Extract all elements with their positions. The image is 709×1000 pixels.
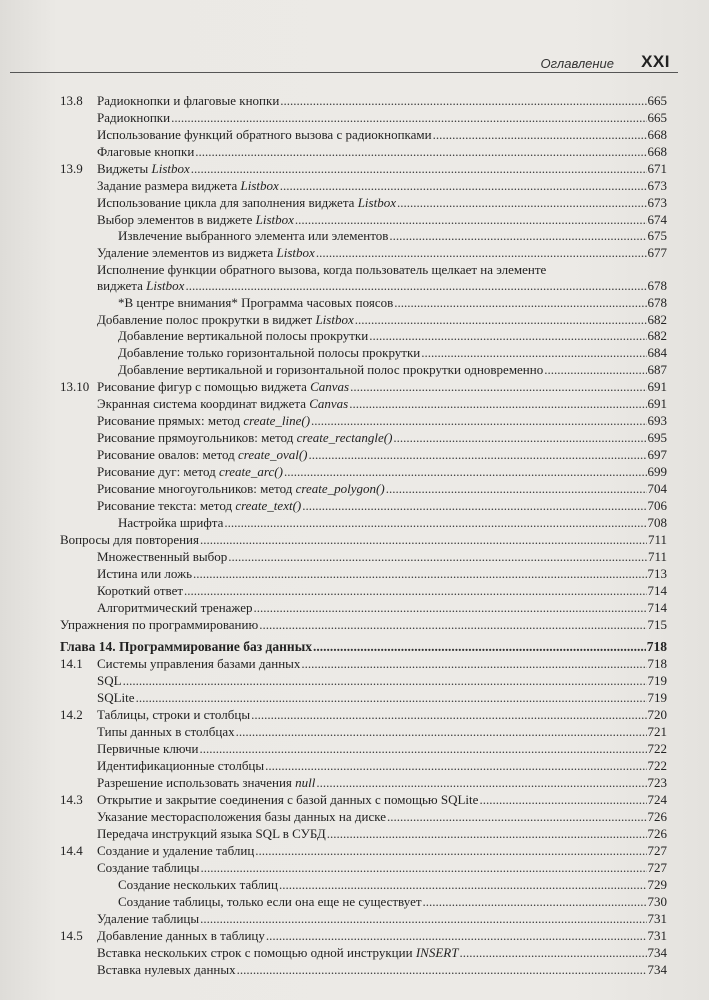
entry-page-number: 682: [647, 312, 667, 327]
toc-row: [0, 261, 709, 278]
leader-dots: [459, 944, 646, 961]
toc-row: [0, 859, 709, 876]
entry-page-number: 693: [647, 413, 667, 428]
toc-row: [0, 582, 709, 599]
section-number: 14.5: [60, 928, 83, 943]
entry-page-number: 678: [647, 295, 667, 310]
toc-row: [0, 395, 709, 412]
entry-page-number: 719: [647, 690, 667, 705]
entry-title: Создание нескольких таблиц: [118, 877, 278, 892]
toc-row: [0, 194, 709, 211]
toc-row: [0, 672, 709, 689]
toc-row: [0, 774, 709, 791]
leader-dots: [302, 497, 646, 514]
entry-title: Вставка нулевых данных: [97, 962, 236, 977]
leader-dots: [369, 327, 646, 344]
entry-title: SQL: [97, 673, 122, 688]
leader-dots: [259, 616, 646, 633]
leader-dots: [309, 446, 647, 463]
leader-dots: [200, 740, 647, 757]
entry-title: *В центре внимания* Программа часовых поясов: [118, 295, 394, 310]
leader-dots: [479, 791, 646, 808]
entry-page-number: 691: [647, 379, 667, 394]
toc-row: [0, 412, 709, 429]
section-number: 13.8: [60, 93, 83, 108]
entry-title: Истина или ложь: [97, 566, 192, 581]
leader-dots: [313, 638, 646, 655]
section-number: 13.10: [60, 379, 90, 394]
toc-row: [0, 92, 709, 109]
entry-page-number: 706: [647, 498, 667, 513]
toc-row: [0, 757, 709, 774]
section-number: 14.1: [60, 656, 83, 671]
entry-page-number: 673: [647, 178, 667, 193]
toc-row: [0, 599, 709, 616]
entry-title: SQLite: [97, 690, 135, 705]
entry-page-number: 708: [647, 515, 667, 530]
toc-row: [0, 497, 709, 514]
entry-title: Рисование прямоугольников: метод create_rectangle(): [97, 430, 393, 445]
entry-page-number: 731: [647, 928, 667, 943]
leader-dots: [544, 361, 646, 378]
entry-page-number: 673: [647, 195, 667, 210]
entry-page-number: 665: [647, 110, 667, 125]
toc-row: [0, 126, 709, 143]
entry-page-number: 668: [647, 144, 667, 159]
entry-title: Рисование прямых: метод create_line(): [97, 413, 311, 428]
entry-page-number: 734: [647, 962, 667, 977]
section-number: 13.9: [60, 161, 83, 176]
toc-row: [0, 689, 709, 706]
toc-row: [0, 143, 709, 160]
entry-page-number: 734: [647, 945, 667, 960]
leader-dots: [316, 244, 647, 261]
entry-title: Рисование фигур с помощью виджета Canvas: [97, 379, 350, 394]
entry-page-number: 711: [647, 549, 667, 564]
entry-title: Упражнения по программированию: [60, 617, 259, 632]
leader-dots: [123, 672, 647, 689]
entry-title: Указание месторасположения базы данных на диске: [97, 809, 386, 824]
toc-row: [0, 227, 709, 244]
toc-row: [0, 160, 709, 177]
toc-row: [0, 961, 709, 978]
entry-page-number: 722: [647, 758, 667, 773]
leader-dots: [301, 655, 646, 672]
leader-dots: [295, 211, 647, 228]
leader-dots: [421, 344, 646, 361]
toc-row: [0, 446, 709, 463]
leader-dots: [394, 294, 646, 311]
leader-dots: [433, 126, 647, 143]
entry-page-number: 727: [647, 843, 667, 858]
section-number: 14.3: [60, 792, 83, 807]
leader-dots: [266, 927, 647, 944]
toc-row: [0, 910, 709, 927]
entry-title: Добавление вертикальной полосы прокрутки: [118, 328, 369, 343]
leader-dots: [200, 910, 646, 927]
entry-title: Вопросы для повторения: [60, 532, 199, 547]
toc-row: [0, 893, 709, 910]
entry-page-number: 727: [647, 860, 667, 875]
entry-title: Виджеты Listbox: [97, 161, 190, 176]
toc-row: [0, 361, 709, 378]
toc-row: [0, 344, 709, 361]
toc-row: [0, 944, 709, 961]
entry-page-number: 729: [647, 877, 667, 892]
leader-dots: [237, 961, 647, 978]
leader-dots: [236, 723, 647, 740]
entry-page-number: 674: [647, 212, 667, 227]
entry-page-number: 726: [647, 826, 667, 841]
entry-page-number: 723: [647, 775, 667, 790]
section-number: 14.2: [60, 707, 83, 722]
entry-title: Исполнение функции обратного вызова, когда пользователь щелкает на элементе: [97, 262, 547, 277]
leader-dots: [327, 825, 647, 842]
toc-row: [0, 429, 709, 446]
toc-row: [0, 927, 709, 944]
leader-dots: [350, 378, 646, 395]
section-number: 14.4: [60, 843, 83, 858]
entry-page-number: 671: [647, 161, 667, 176]
entry-title: Радиокнопки и флаговые кнопки: [97, 93, 280, 108]
entry-title: Настройка шрифта: [118, 515, 224, 530]
header-page-number: XXI: [641, 52, 670, 71]
leader-dots: [386, 480, 647, 497]
entry-page-number: 695: [647, 430, 667, 445]
entry-page-number: 726: [647, 809, 667, 824]
toc-row: [0, 211, 709, 228]
entry-page-number: 731: [647, 911, 667, 926]
entry-page-number: 704: [647, 481, 667, 496]
entry-page-number: 691: [647, 396, 667, 411]
entry-title: Множественный выбор: [97, 549, 228, 564]
entry-title: Выбор элементов в виджете Listbox: [97, 212, 294, 227]
entry-page-number: 668: [647, 127, 667, 142]
entry-title: Рисование текста: метод create_text(): [97, 498, 302, 513]
entry-page-number: 678: [647, 278, 667, 293]
leader-dots: [191, 160, 647, 177]
entry-title: Идентификационные столбцы: [97, 758, 265, 773]
leader-dots: [255, 842, 646, 859]
leader-dots: [423, 893, 647, 910]
toc-row: [0, 277, 709, 294]
toc-row: [0, 463, 709, 480]
entry-title: Удаление таблицы: [97, 911, 200, 926]
entry-title: Флаговые кнопки: [97, 144, 195, 159]
leader-dots: [185, 277, 646, 294]
entry-title: Добавление полос прокрутки в виджет Listbox: [97, 312, 354, 327]
entry-page-number: 684: [647, 345, 667, 360]
toc-row: [0, 311, 709, 328]
entry-title: Использование функций обратного вызова с радиокнопками: [97, 127, 432, 142]
leader-dots: [200, 531, 647, 548]
entry-page-number: 718: [647, 656, 667, 671]
entry-title: Системы управления базами данных: [97, 656, 301, 671]
entry-page-number: 697: [647, 447, 667, 462]
leader-dots: [254, 599, 647, 616]
leader-dots: [193, 565, 647, 582]
entry-page-number: 715: [647, 617, 667, 632]
toc-row: [0, 244, 709, 261]
leader-dots: [200, 859, 646, 876]
entry-page-number: 718: [646, 639, 667, 654]
entry-title: Создание таблицы, только если она еще не существует: [118, 894, 422, 909]
entry-title: Открытие и закрытие соединения с базой данных с помощью SQLite: [97, 792, 479, 807]
entry-title: Вставка нескольких строк с помощью одной инструкции INSERT: [97, 945, 459, 960]
entry-page-number: 730: [647, 894, 667, 909]
toc-row: [0, 327, 709, 344]
toc-row: [0, 480, 709, 497]
entry-title: Передача инструкций языка SQL в СУБД: [97, 826, 326, 841]
entry-page-number: 677: [647, 245, 667, 260]
toc-row: [0, 655, 709, 672]
leader-dots: [171, 109, 646, 126]
entry-page-number: 675: [647, 228, 667, 243]
leader-dots: [228, 548, 647, 565]
entry-page-number: 713: [647, 566, 667, 581]
toc-row: [0, 808, 709, 825]
entry-page-number: 665: [647, 93, 667, 108]
leader-dots: [279, 876, 647, 893]
leader-dots: [251, 706, 646, 723]
entry-title: Рисование дуг: метод create_arc(): [97, 464, 283, 479]
entry-title: Добавление данных в таблицу: [97, 928, 265, 943]
entry-title: виджета Listbox: [97, 278, 185, 293]
toc-row: [0, 294, 709, 311]
toc-row: [0, 531, 709, 548]
leader-dots: [265, 757, 646, 774]
toc-row: [0, 791, 709, 808]
toc-row: [0, 177, 709, 194]
entry-title: Глава 14. Программирование баз данных: [60, 639, 312, 654]
toc-row: [0, 706, 709, 723]
entry-title: Радиокнопки: [97, 110, 171, 125]
toc-row: [0, 876, 709, 893]
entry-title: Создание таблицы: [97, 860, 200, 875]
leader-dots: [136, 689, 647, 706]
entry-title: Разрешение использовать значения null: [97, 775, 316, 790]
entry-page-number: 682: [647, 328, 667, 343]
entry-page-number: 699: [647, 464, 667, 479]
entry-page-number: 720: [647, 707, 667, 722]
entry-title: Рисование многоугольников: метод create_polygon(): [97, 481, 385, 496]
toc-row: [0, 565, 709, 582]
leader-dots: [195, 143, 646, 160]
entry-title: Таблицы, строки и столбцы: [97, 707, 251, 722]
entry-title: Задание размера виджета Listbox: [97, 178, 279, 193]
leader-dots: [397, 194, 647, 211]
toc-row: [0, 740, 709, 757]
entry-title: Создание и удаление таблиц: [97, 843, 255, 858]
toc-row: [0, 378, 709, 395]
leader-dots: [393, 429, 646, 446]
entry-title: Рисование овалов: метод create_oval(): [97, 447, 308, 462]
entry-page-number: 687: [647, 362, 667, 377]
toc-row: [0, 548, 709, 565]
leader-dots: [224, 514, 646, 531]
leader-dots: [349, 395, 646, 412]
entry-title: Алгоритмический тренажер: [97, 600, 253, 615]
leader-dots: [280, 177, 647, 194]
entry-page-number: 724: [647, 792, 667, 807]
leader-dots: [311, 412, 646, 429]
toc-row: [0, 109, 709, 126]
entry-title: Добавление только горизонтальной полосы прокрутки: [118, 345, 421, 360]
header-title: Оглавление: [540, 56, 614, 71]
toc-row: [0, 514, 709, 531]
toc-row: [0, 842, 709, 859]
entry-page-number: 722: [647, 741, 667, 756]
toc-row: [0, 616, 709, 633]
entry-title: Удаление элементов из виджета Listbox: [97, 245, 315, 260]
entry-title: Добавление вертикальной и горизонтальной полос прокрутки одновременно: [118, 362, 544, 377]
leader-dots: [284, 463, 647, 480]
leader-dots: [355, 311, 647, 328]
entry-page-number: 711: [647, 532, 667, 547]
toc-row: [0, 825, 709, 842]
leader-dots: [184, 582, 646, 599]
entry-page-number: 719: [647, 673, 667, 688]
entry-page-number: 714: [647, 583, 667, 598]
toc-row: [0, 723, 709, 740]
entry-title: Первичные ключи: [97, 741, 199, 756]
entry-title: Типы данных в столбцах: [97, 724, 235, 739]
entry-page-number: 721: [647, 724, 667, 739]
leader-dots: [387, 808, 647, 825]
leader-dots: [316, 774, 646, 791]
entry-title: Извлечение выбранного элемента или элементов: [118, 228, 389, 243]
leader-dots: [389, 227, 646, 244]
entry-title: Экранная система координат виджета Canvas: [97, 396, 349, 411]
entry-page-number: 714: [647, 600, 667, 615]
toc-row: [0, 638, 709, 655]
leader-dots: [280, 92, 646, 109]
entry-title: Использование цикла для заполнения виджета Listbox: [97, 195, 396, 210]
entry-title: Короткий ответ: [97, 583, 184, 598]
